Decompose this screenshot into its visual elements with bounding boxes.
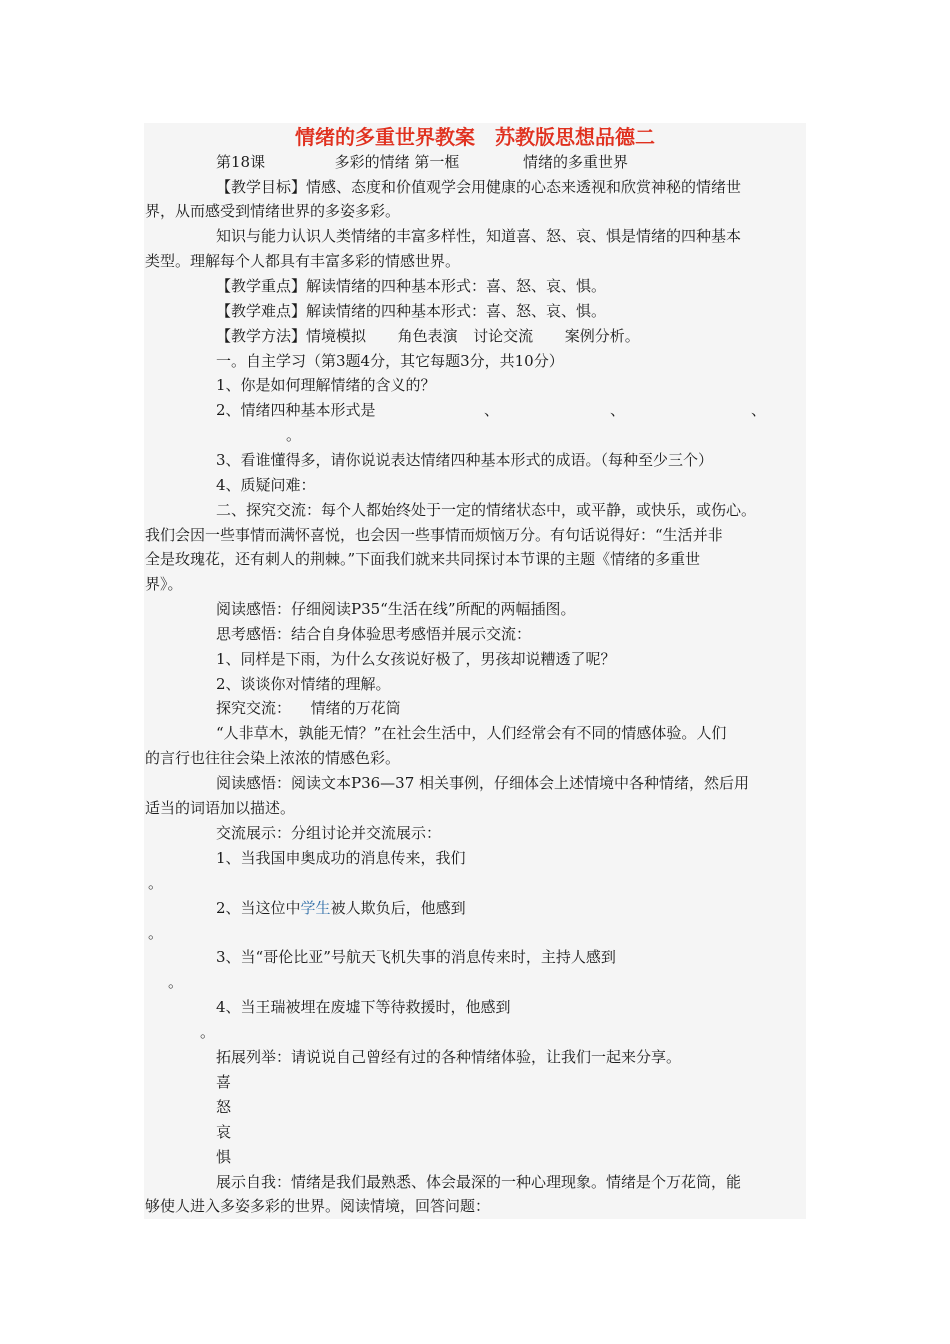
show-self-1: 展示自我：情绪是我们最熟悉、体会最深的一种心理现象。情绪是个万花筒，能	[216, 1173, 742, 1191]
emotion-joy: 喜	[216, 1073, 232, 1091]
share-item-3-end: 。	[168, 973, 184, 991]
document-title: 情绪的多重世界教案 苏教版思想品德二	[295, 125, 655, 149]
question-1: 1、你是如何理解情绪的含义的？	[216, 376, 436, 394]
share-item-2-text-b: 被人欺负后，他感到	[330, 899, 466, 917]
think-feel: 思考感悟：结合自身体验思考感悟并展示交流：	[216, 625, 532, 643]
explore-para-4: 界》。	[145, 575, 183, 593]
think-q1: 1、同样是下雨，为什么女孩说好极了，男孩却说糟透了呢？	[216, 650, 616, 668]
emotion-sorrow: 哀	[216, 1123, 232, 1141]
goal-line-4: 类型。理解每个人都具有丰富多彩的情感世界。	[145, 252, 461, 270]
lesson-number: 第18课	[216, 153, 266, 171]
show-self-2: 够使人进入多姿多彩的世界。阅读情境，回答问题：	[145, 1197, 491, 1215]
explore-para-1: 二、探究交流：每个人都始终处于一定的情绪状态中，或平静，或快乐，或伤心。	[216, 501, 757, 519]
question-2: 2、情绪四种基本形式是	[216, 401, 376, 419]
expand-list: 拓展列举：请说说自己曾经有过的各种情绪体验，让我们一起来分享。	[216, 1048, 682, 1066]
share-item-2	[216, 898, 466, 918]
key-point: 【教学重点】解读情绪的四种基本形式：喜、怒、哀、惧。	[216, 277, 607, 295]
read-feel-1: 阅读感悟：仔细阅读P35“生活在线”所配的两幅插图。	[216, 600, 576, 618]
lesson-line	[216, 152, 628, 172]
self-study-header: 一。自主学习（第3题4分，其它每题3分，共10分）	[216, 352, 564, 370]
question-3: 3、看谁懂得多，请你说说表达情绪四种基本形式的成语。（每种至少三个）	[216, 451, 714, 469]
lesson-topic: 情绪的多重世界	[523, 153, 629, 171]
share-item-1-end: 。	[148, 874, 164, 892]
question-2-sep-2: 、	[610, 401, 626, 419]
quote-line-1: “人非草木，孰能无情？”在社会生活中，人们经常会有不同的情感体验。人们	[216, 724, 727, 742]
kaleidoscope-label: 探究交流：	[216, 699, 292, 717]
question-2-end: 。	[286, 426, 302, 444]
method-line	[216, 326, 640, 346]
method-3: 讨论交流	[473, 327, 534, 345]
kaleidoscope-title: 情绪的万花筒	[310, 699, 401, 717]
think-q2: 2、谈谈你对情绪的理解。	[216, 675, 391, 693]
question-2-sep-3: 、	[751, 401, 767, 419]
method-4: 案例分析。	[564, 327, 640, 345]
share-header: 交流展示：分组讨论并交流展示：	[216, 824, 442, 842]
share-item-2-text-a: 2、当这位中	[216, 899, 301, 917]
goal-line-3: 知识与能力认识人类情绪的丰富多样性，知道喜、怒、哀、惧是情绪的四种基本	[216, 227, 742, 245]
question-2-sep-1: 、	[484, 401, 500, 419]
explore-para-3: 全是玫瑰花，还有刺人的荆棘。”下面我们就来共同探讨本节课的主题《情绪的多重世	[145, 550, 701, 568]
method-label: 【教学方法】情境模拟	[216, 327, 367, 345]
read-feel-2a: 阅读感悟：阅读文本P36—37 相关事例，仔细体会上述情境中各种情绪，然后用	[216, 774, 750, 792]
quote-line-2: 的言行也往往会染上浓浓的情感色彩。	[145, 749, 401, 767]
emotion-anger: 怒	[216, 1098, 232, 1116]
lesson-unit: 多彩的情绪 第一框	[334, 153, 460, 171]
share-item-3: 3、当“哥伦比亚”号航天飞机失事的消息传来时，主持人感到	[216, 948, 616, 966]
share-item-2-end: 。	[148, 924, 164, 942]
share-item-4: 4、当王瑞被埋在废墟下等待救援时，他感到	[216, 998, 511, 1016]
emotion-fear: 惧	[216, 1148, 232, 1166]
method-2: 角色表演	[397, 327, 458, 345]
difficulty: 【教学难点】解读情绪的四种基本形式：喜、怒、哀、惧。	[216, 302, 607, 320]
kaleidoscope-line	[216, 698, 401, 718]
share-item-1: 1、当我国申奥成功的消息传来，我们	[216, 849, 466, 867]
student-link[interactable]: 学生	[300, 899, 331, 917]
goal-line-1: 【教学目标】情感、态度和价值观学会用健康的心态来透视和欣赏神秘的情绪世	[216, 178, 742, 196]
share-item-4-end: 。	[200, 1023, 216, 1041]
goal-line-2: 界，从而感受到情绪世界的多姿多彩。	[145, 202, 401, 220]
question-4: 4、质疑问难：	[216, 476, 316, 494]
explore-para-2: 我们会因一些事情而满怀喜悦，也会因一些事情而烦恼万分。有句话说得好：“生活并非	[145, 526, 723, 544]
read-feel-2b: 适当的词语加以描述。	[145, 799, 296, 817]
